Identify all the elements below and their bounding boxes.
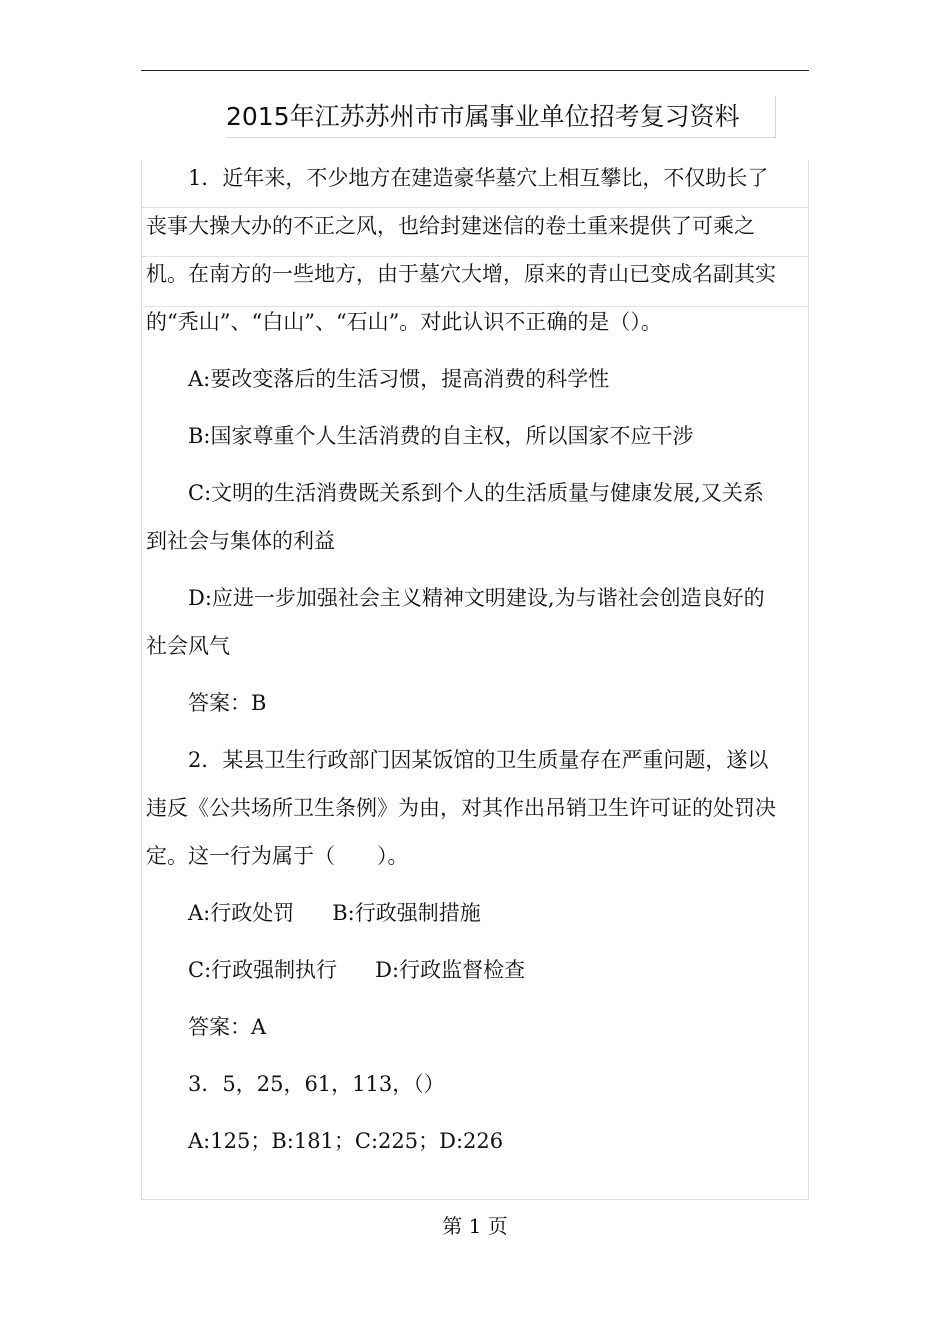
- option-line: D:应进一步加强社会主义精神文明建设,为与谐社会创造良好的: [188, 586, 765, 610]
- question-1: [146, 154, 810, 727]
- stem-line: 丧事大操大办的不正之风，也给封建迷信的卷土重来提供了可乘之: [146, 214, 755, 238]
- answer: 答案：B: [188, 691, 267, 715]
- question-stem: 3．5，25，61，113，（）: [188, 1072, 445, 1096]
- options-row-1: [146, 889, 810, 937]
- option-a: A:要改变落后的生活习惯，提高消费的科学性: [188, 367, 610, 391]
- question-3: [146, 1060, 810, 1165]
- option-line: C:文明的生活消费既关系到个人的生活质量与健康发展,又关系: [188, 481, 764, 505]
- stem-line: 的“秃山”、“白山”、“石山”。对此认识不正确的是（）。: [146, 310, 662, 334]
- option-a: A:行政处罚: [188, 901, 295, 925]
- header-rule: [141, 70, 809, 71]
- option-d: [146, 574, 810, 670]
- question-stem: [146, 154, 810, 346]
- option-d: D:行政监督检查: [375, 958, 526, 982]
- option-c: C:行政强制执行: [188, 958, 338, 982]
- stem-line: 机。在南方的一些地方，由于墓穴大增，原来的青山已变成名副其实: [146, 262, 776, 286]
- option-line: 到社会与集体的利益: [146, 529, 335, 553]
- options: A:125；B:181；C:225；D:226: [188, 1129, 504, 1153]
- question-2: [146, 736, 810, 1051]
- stem-line: 定。这一行为属于（ ）。: [146, 844, 409, 868]
- option-b: B:国家尊重个人生活消费的自主权，所以国家不应干涉: [188, 424, 694, 448]
- document-title: 2015年江苏苏州市市属事业单位招考复习资料: [226, 96, 776, 138]
- option-b: B:行政强制措施: [332, 901, 481, 925]
- stem-line: 违反《公共场所卫生条例》为由，对其作出吊销卫生许可证的处罚决: [146, 796, 776, 820]
- option-line: 社会风气: [146, 634, 230, 658]
- options-row-2: [146, 946, 810, 994]
- document-body: [146, 154, 810, 1165]
- page-number: 第 1 页: [442, 1214, 508, 1238]
- stem-line: 2．某县卫生行政部门因某饭馆的卫生质量存在严重问题，遂以: [188, 748, 769, 772]
- question-stem: [146, 736, 810, 880]
- stem-line: 1．近年来，不少地方在建造豪华墓穴上相互攀比，不仅助长了: [188, 166, 769, 190]
- answer: 答案：A: [188, 1015, 267, 1039]
- option-c: [146, 469, 810, 565]
